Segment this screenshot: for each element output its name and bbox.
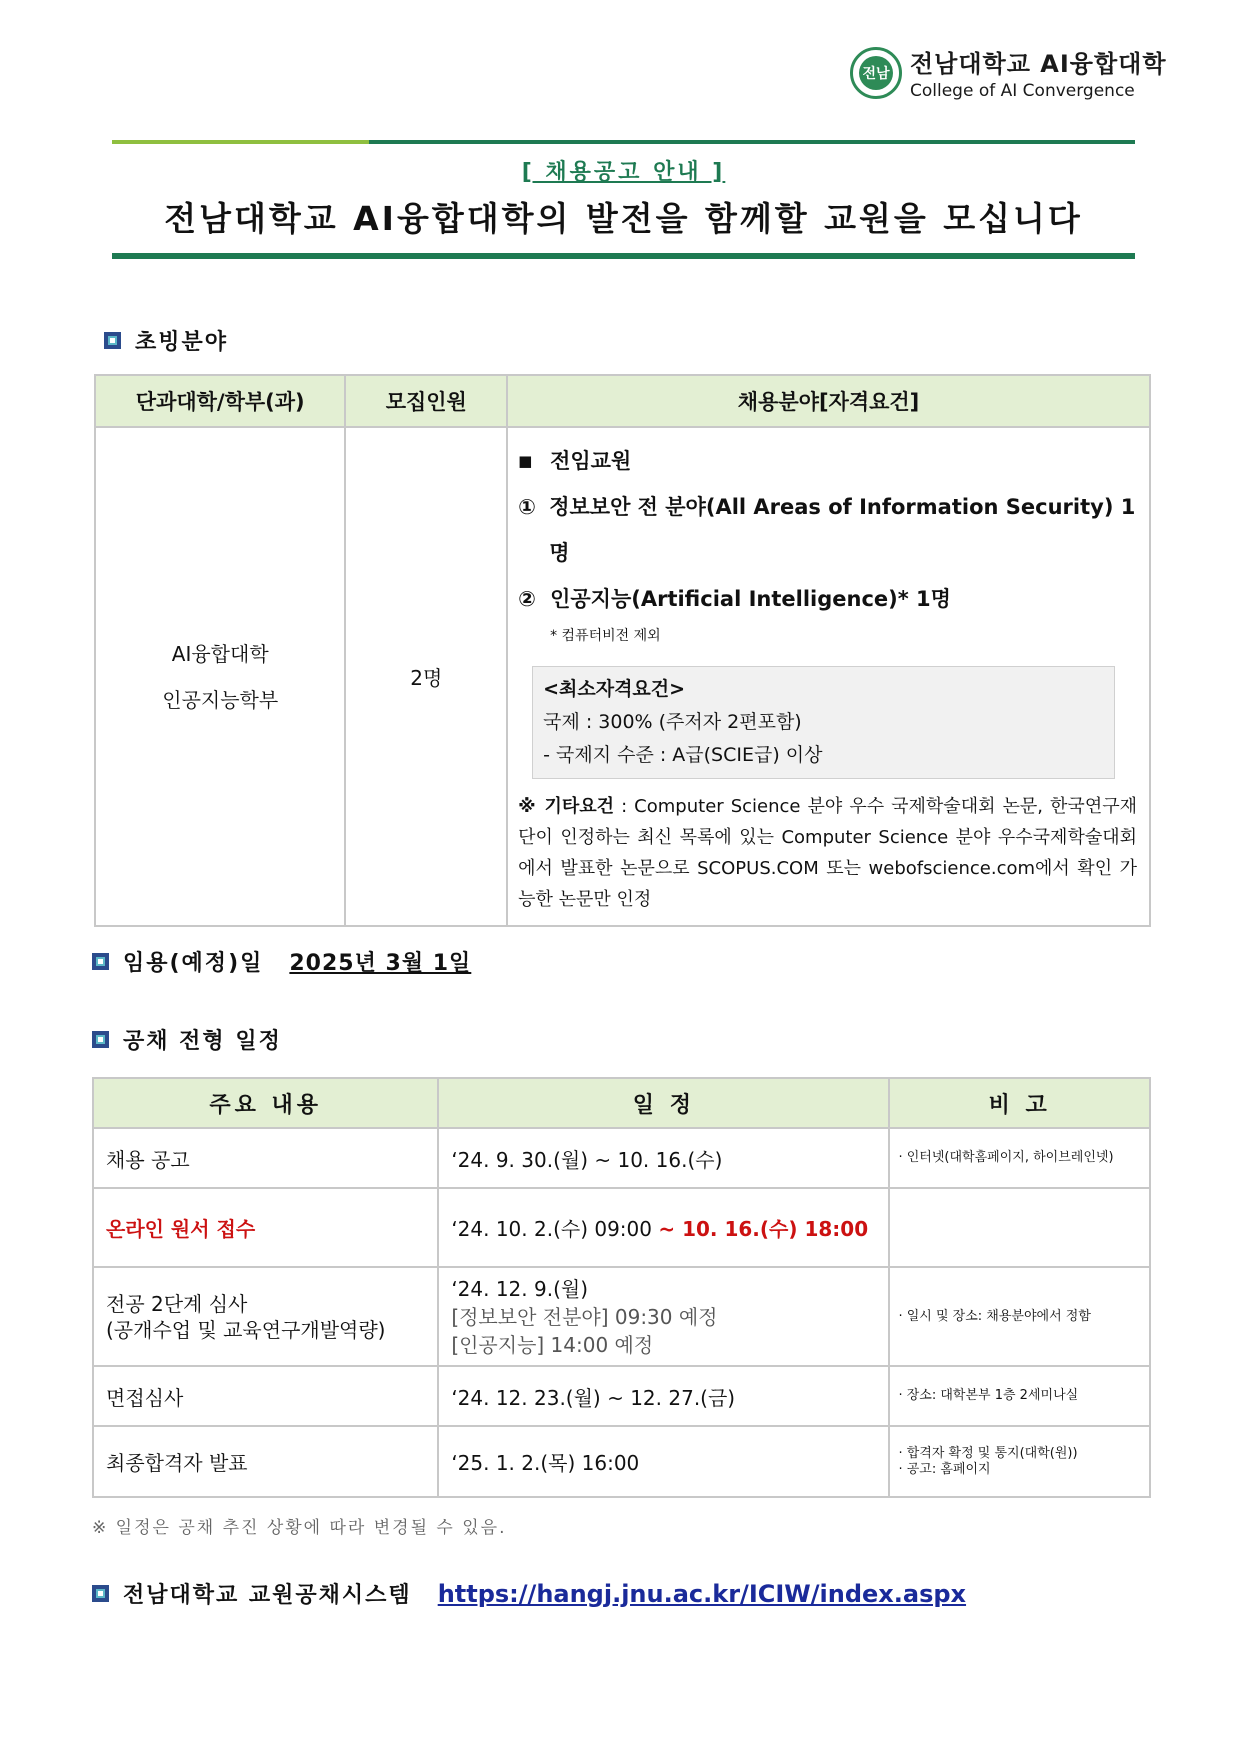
- field-text: 정보보안 전 분야(All Areas of Information Security) 1명: [549, 495, 1136, 565]
- date-cell: ‘24. 12. 23.(월) ~ 12. 27.(금): [438, 1366, 889, 1426]
- date-cell: ‘24. 9. 30.(월) ~ 10. 16.(수): [438, 1128, 889, 1188]
- field-item: [518, 484, 1139, 576]
- date-cell: [438, 1188, 889, 1267]
- item-cell: 면접심사: [93, 1366, 438, 1426]
- notice-label: [ 채용공고 안내 ]: [521, 160, 726, 185]
- section-bullet-icon: [92, 1031, 109, 1048]
- item-line: (공개수업 및 교육연구개발역량): [106, 1317, 386, 1342]
- section-bullet-icon: [92, 1585, 109, 1602]
- university-seal-icon: [850, 47, 902, 99]
- date-line: [인공지능] 14:00 예정: [451, 1332, 654, 1357]
- date-start: ‘24. 10. 2.(수) 09:00: [451, 1217, 659, 1241]
- min-req-line: 국제 : 300% (주저자 2편포함): [543, 711, 802, 733]
- date-line: ‘24. 12. 9.(월): [451, 1276, 589, 1301]
- qualification-cell: [507, 427, 1150, 926]
- field-note: * 컴퓨터비전 제외: [550, 628, 661, 644]
- item-cell: 온라인 원서 접수: [93, 1188, 438, 1267]
- remark-cell: · 장소: 대학본부 1층 2세미나실: [889, 1366, 1150, 1426]
- remark-cell: [889, 1426, 1150, 1497]
- remark-line: · 합격자 확정 및 통지(대학(원)): [898, 1445, 1078, 1461]
- section-bullet-icon: [104, 332, 121, 349]
- item-cell: 최종합격자 발표: [93, 1426, 438, 1497]
- headcount-cell: 2명: [345, 427, 507, 926]
- column-header-college: 단과대학/학부(과): [95, 375, 345, 427]
- recruitment-system-link[interactable]: https://hangj.jnu.ac.kr/ICIW/index.aspx: [437, 1579, 967, 1608]
- column-header-headcount: 모집인원: [345, 375, 507, 427]
- section-bullet-icon: [92, 953, 109, 970]
- other-requirements: [518, 791, 1139, 915]
- section-appointment-date: [92, 946, 471, 977]
- logo-english-name: College of AI Convergence: [910, 81, 1135, 101]
- minimum-requirements-box: [532, 666, 1115, 779]
- position-text: 전임교원: [550, 449, 632, 473]
- remark-cell: · 일시 및 장소: 채용분야에서 정함: [889, 1267, 1150, 1366]
- college-logo: [850, 44, 1167, 101]
- position-line: [518, 438, 1139, 484]
- item-cell: [93, 1267, 438, 1366]
- date-deadline: ~ 10. 16.(수) 18:00: [658, 1217, 869, 1241]
- section-schedule: [92, 1024, 282, 1055]
- field-item: [518, 576, 1139, 622]
- field-number: ①: [518, 495, 536, 519]
- table-row: [93, 1128, 1150, 1188]
- min-req-heading: <최소자격요건>: [543, 678, 686, 700]
- section-title: 임용(예정)일: [123, 951, 264, 976]
- college-name: AI융합대학: [171, 641, 269, 666]
- date-line: [정보보안 전분야] 09:30 예정: [451, 1304, 718, 1329]
- table-row: [93, 1426, 1150, 1497]
- column-header-remark: 비 고: [889, 1078, 1150, 1128]
- field-text: 인공지능(Artificial Intelligence)* 1명: [550, 587, 951, 611]
- section-title: 공채 전형 일정: [123, 1029, 282, 1054]
- department-name: 인공지능학부: [162, 687, 279, 712]
- section-title: 전남대학교 교원공채시스템: [123, 1583, 412, 1608]
- column-header-schedule: 일 정: [438, 1078, 889, 1128]
- seal-text: 전남: [859, 56, 893, 90]
- section-recruitment-field: [104, 325, 228, 356]
- other-requirements-label: ※ 기타요건: [518, 796, 615, 817]
- schedule-table: [92, 1077, 1151, 1498]
- remark-line: · 공고: 홈페이지: [898, 1461, 991, 1477]
- table-row: [93, 1267, 1150, 1366]
- appointment-date: 2025년 3월 1일: [289, 951, 472, 976]
- top-divider-dark: [369, 140, 1135, 144]
- title-bottom-divider: [112, 253, 1135, 259]
- square-bullet-icon: ■: [518, 452, 533, 470]
- date-cell: ‘25. 1. 2.(목) 16:00: [438, 1426, 889, 1497]
- min-req-line: - 국제지 수준 : A급(SCIE급) 이상: [543, 744, 823, 766]
- table-row: [93, 1366, 1150, 1426]
- remark-cell: · 인터넷(대학홈페이지, 하이브레인넷): [889, 1128, 1150, 1188]
- section-recruitment-system: [92, 1578, 966, 1609]
- item-cell: 채용 공고: [93, 1128, 438, 1188]
- field-number: ②: [518, 587, 536, 611]
- column-header-item: 주요 내용: [93, 1078, 438, 1128]
- college-cell: [95, 427, 345, 926]
- table-row: [93, 1188, 1150, 1267]
- schedule-footnote: ※ 일정은 공채 추진 상황에 따라 변경될 수 있음.: [92, 1518, 507, 1538]
- date-cell: [438, 1267, 889, 1366]
- other-requirements-text: : Computer Science 분야 우수 국제학술대회 논문, 한국연구재단이 인정하는 최신 목록에 있는 Computer Science 분야 우수국제학술대회에서 발표한 논문으로 SCOPUS.COM 또는 webofscience.com에서 확인 가능한 논문만 인정: [518, 796, 1137, 910]
- column-header-field: 채용분야[자격요건]: [507, 375, 1150, 427]
- remark-cell: [889, 1188, 1150, 1267]
- top-divider-light: [112, 140, 369, 144]
- section-title: 초빙분야: [135, 330, 229, 355]
- recruitment-table: [94, 374, 1151, 927]
- logo-korean-name: 전남대학교 AI융합대학: [910, 50, 1167, 78]
- item-line: 전공 2단계 심사: [106, 1291, 248, 1316]
- page-title: 전남대학교 AI융합대학의 발전을 함께할 교원을 모십니다: [164, 199, 1083, 238]
